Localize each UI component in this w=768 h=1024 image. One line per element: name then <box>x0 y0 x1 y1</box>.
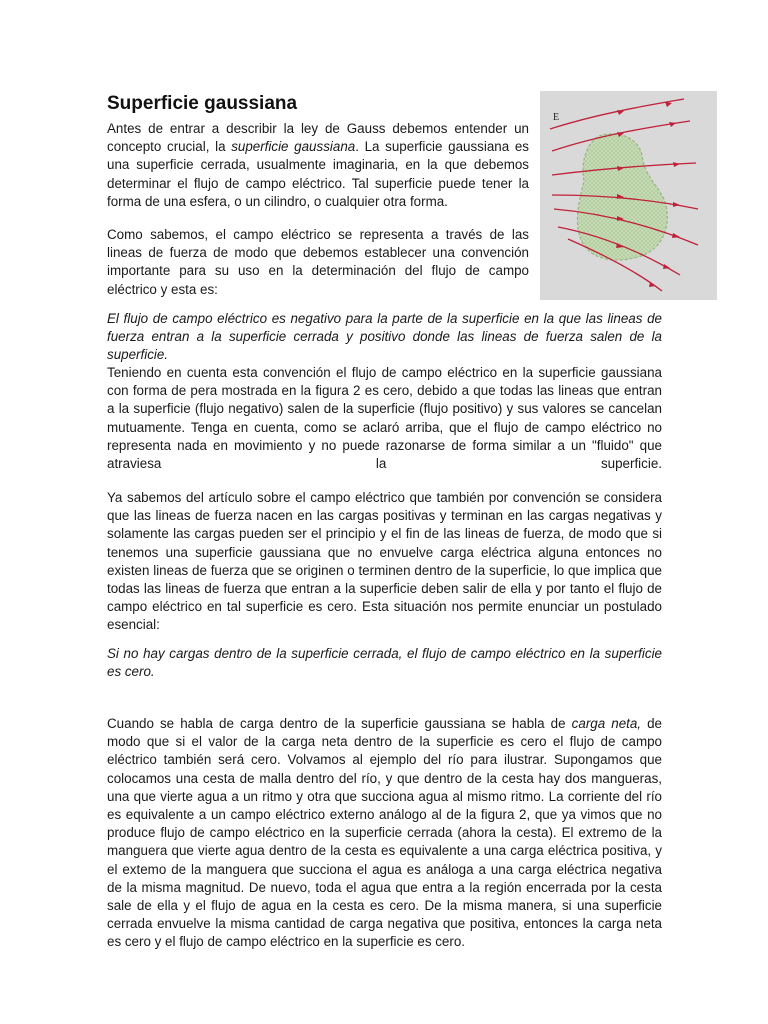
postulate-statement <box>107 645 662 681</box>
intro-paragraph <box>107 120 529 211</box>
arrowhead <box>673 162 680 167</box>
net-charge-paragraph <box>107 715 662 952</box>
postulate-statement-text: Si no hay cargas dentro de la superficie cerrada, el flujo de campo eléctrico en la superficie es cero. <box>107 646 662 680</box>
intro-text-2: . La superficie gaussiana es una superficie cerrada, usualmente imaginaria, en la que debemos determinar el flujo de campo eléctrico. Tal superficie puede tener la forma de una esfera, o un cilindro, o cualquier otra forma. <box>107 139 529 209</box>
intro-term: superficie gaussiana <box>231 139 356 155</box>
convention-statement-text: El flujo de campo eléctrico es negativo para la parte de la superficie en la que las lineas de fuerza entran a la superficie cerrada y positivo donde las lineas de fuerza salen de la superficie. <box>107 311 662 363</box>
intro-text-1: Antes de entrar a describir la ley de Gauss debemos entender un concepto crucial, la <box>107 121 529 155</box>
net-charge-text-1: Cuando se habla de carga dentro de la superficie gaussiana se habla de <box>107 716 572 731</box>
net-charge-term: carga neta, <box>571 716 642 731</box>
convention-statement <box>107 310 662 365</box>
field-lines-paragraph: Ya sabemos del artículo sobre el campo eléctrico que también por convención se considera que las lineas de fuerza nacen en las cargas positivas y terminan en las cargas negativas y solamente las cargas pueden ser el principio y el fin de las lineas de fuerza, de modo que si tenemos una superficie gaussiana que no envuelve carga eléctrica alguna entonces no existen lineas de fuerza que se originen o terminen dentro de la superficie, lo que implica que todas las lineas de fuerza que entran a la superficie deben salir de ella y por tanto el flujo de campo eléctrico en tal superficie es cero. Esta situación nos permite enunciar un postulado esencial: <box>107 490 662 633</box>
arrowhead <box>673 202 680 207</box>
gaussian-surface-figure <box>540 91 717 300</box>
convention-paragraph: Como sabemos, el campo eléctrico se representa a través de las lineas de fuerza de modo que debemos establecer una convención importante para su uso en la determinación del flujo de campo eléctrico y esta es: <box>107 227 529 297</box>
page-title: Superficie gaussiana <box>107 93 298 114</box>
pear-surface-paragraph: Teniendo en cuenta esta convención el flujo de campo eléctrico en la superficie gaussiana con forma de pera mostrada en la figura 2 es cero, debido a que todas las lineas que entran a la superficie (flujo negativo) salen de la superficie (flujo positivo) y sus valores se cancelan mutuamente. Tenga en cuenta, como se aclaró arriba, que el flujo de campo eléctrico no representa nada en movimiento y no puede razonarse de forma similar a un "fluido" que atraviesa la superficie. <box>107 365 662 472</box>
net-charge-text-2: de modo que si el valor de la carga neta dentro de la superficie es cero el flujo de campo eléctrico también será cero. Volvamos al ejemplo del río para ilustrar. Supongamos que colocamos una cesta de malla dentro del río, y que dentro de la cesta hay dos mangueras, una que vierte agua a un ritmo y otra que succiona agua al mismo ritmo. La corriente del río es equivalente a un campo eléctrico externo análogo al de la figura 2, que ya vimos que no produce flujo de campo eléctrico en la superficie cerrada (ahora la cesta). El extremo de la manguera que vierte agua dentro de la cesta es equivalente a una carga eléctrica positiva, y el extemo de la manguera que succiona el agua es análoga a una carga eléctrica negativa de la misma magnitud. De nuevo, toda el agua que entra a la región encerrada por la cesta sale de ella y el flujo de agua en la cesta es cero. De la misma manera, si una superficie cerrada envuelve la misma cantidad de carga negativa que positiva, entonces la carga neta es cero y el flujo de campo eléctrico en la superficie es cero. <box>107 716 663 950</box>
arrowhead <box>665 102 672 107</box>
field-label: E <box>553 112 560 123</box>
field-lines-diagram <box>540 91 717 300</box>
